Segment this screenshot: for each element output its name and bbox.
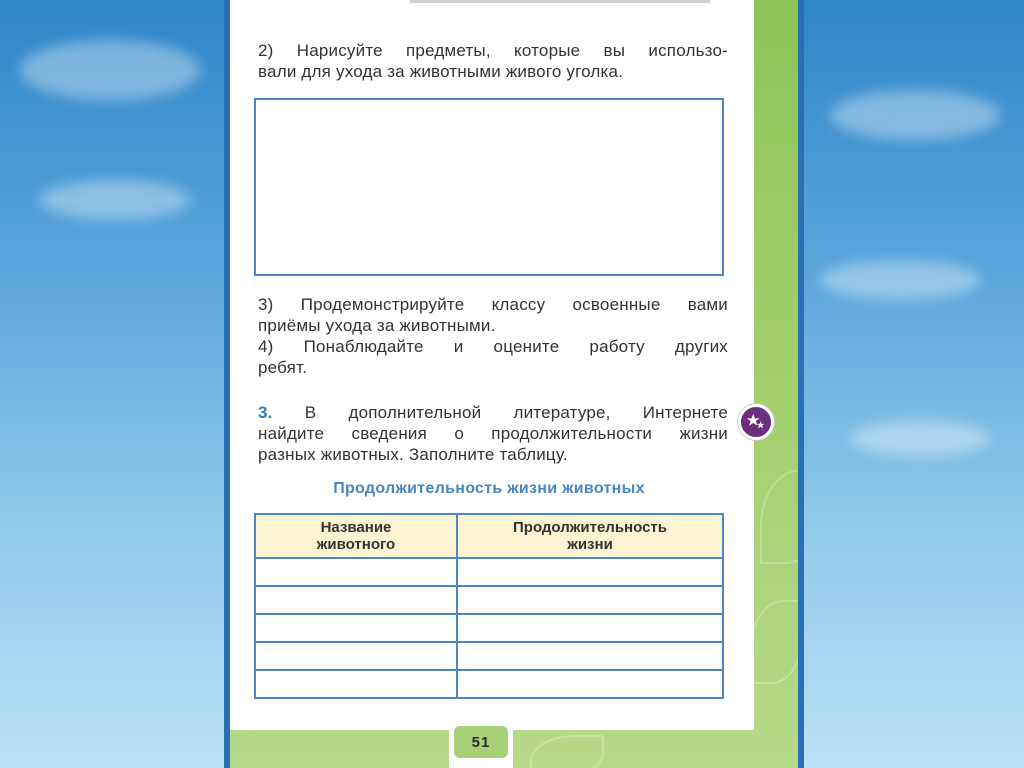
decorative-leaf xyxy=(750,600,798,684)
sky-cloud xyxy=(40,180,190,220)
sky-cloud xyxy=(20,40,200,100)
sky-cloud xyxy=(830,90,1000,140)
lifespan-cell[interactable] xyxy=(457,642,723,670)
table-header-row xyxy=(255,514,723,558)
table-row xyxy=(255,614,723,642)
page-number: 51 xyxy=(454,726,508,758)
header-lifespan xyxy=(457,514,723,558)
task-3-text xyxy=(258,402,728,465)
task-2-step-3-text xyxy=(258,294,728,336)
table-row xyxy=(255,670,723,698)
header-line: животного xyxy=(316,536,396,553)
text-fragment: В дополнительной литературе, Интернете xyxy=(304,403,728,422)
drawing-area[interactable] xyxy=(254,98,724,276)
text-line: найдите сведения о продолжительности жизни xyxy=(258,424,728,443)
text-line: разных животных. Заполните таблицу. xyxy=(258,445,568,464)
right-frame-border xyxy=(798,0,804,768)
animal-name-cell[interactable] xyxy=(255,642,457,670)
table-row xyxy=(255,642,723,670)
header-line: Продолжительность xyxy=(513,519,667,536)
sky-cloud xyxy=(850,420,990,456)
sky-cloud xyxy=(820,260,980,300)
task-number: 3. xyxy=(258,403,273,422)
textbook-page-spread xyxy=(230,0,798,768)
text-line: приёмы ухода за животными. xyxy=(258,316,496,335)
text-line xyxy=(258,402,728,423)
lifespan-cell[interactable] xyxy=(457,670,723,698)
lifespan-cell[interactable] xyxy=(457,614,723,642)
task-2-step-2-text xyxy=(258,40,728,82)
lifespan-cell[interactable] xyxy=(457,558,723,586)
page-number-tab xyxy=(449,716,513,768)
table-body xyxy=(255,558,723,698)
animal-name-cell[interactable] xyxy=(255,586,457,614)
decorative-leaf xyxy=(530,735,604,768)
table-title: Продолжительность жизни животных xyxy=(333,480,645,497)
header-line: Название xyxy=(320,519,392,536)
workbook-page xyxy=(230,0,754,730)
animal-name-cell[interactable] xyxy=(255,614,457,642)
text-line: 4) Понаблюдайте и оцените работу других xyxy=(258,337,728,356)
header-animal-name xyxy=(255,514,457,558)
text-line: вали для ухода за животными живого уголка. xyxy=(258,62,624,81)
table-row xyxy=(255,586,723,614)
decorative-leaf xyxy=(760,470,798,564)
table-row xyxy=(255,558,723,586)
cut-off-heading xyxy=(410,0,710,3)
animal-name-cell[interactable] xyxy=(255,558,457,586)
lifespan-cell[interactable] xyxy=(457,586,723,614)
text-line: ребят. xyxy=(258,358,308,377)
star-badge-icon xyxy=(738,404,774,440)
animal-name-cell[interactable] xyxy=(255,670,457,698)
header-line: жизни xyxy=(567,536,613,553)
task-2-step-4-text xyxy=(258,336,728,378)
text-line: 3) Продемонстрируйте классу освоенные вами xyxy=(258,295,728,314)
text-line: 2) Нарисуйте предметы, которые вы использо- xyxy=(258,41,728,60)
lifespan-table xyxy=(254,513,724,699)
stars-icon xyxy=(745,411,767,433)
